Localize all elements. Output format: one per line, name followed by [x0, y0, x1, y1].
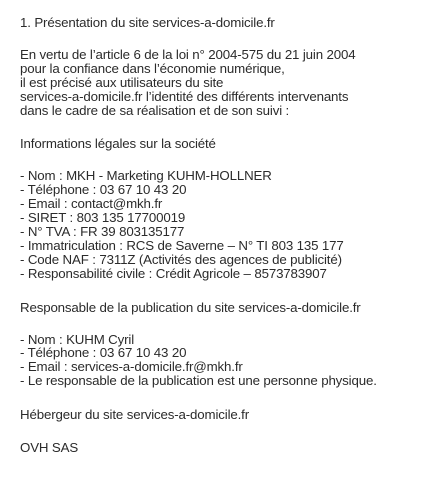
publisher-list — [20, 333, 427, 389]
spacer — [20, 316, 427, 333]
spacer — [20, 423, 427, 440]
legal-info-item: - Responsabilité civile : Crédit Agricole – 8573783907 — [20, 265, 327, 281]
spacer — [20, 281, 427, 300]
intro-line: pour la confiance dans l’économie numérique, — [20, 60, 285, 76]
legal-info-heading: Informations légales sur la société — [20, 136, 216, 152]
intro-line: services-a-domicile.fr l’identité des différents intervenants — [20, 88, 349, 104]
legal-info-item: - Code NAF : 7311Z (Activités des agences de publicité) — [20, 251, 342, 267]
publisher-item: - Nom : KUHM Cyril — [20, 331, 135, 347]
legal-info-item: - Nom : MKH - Marketing KUHM-HOLLNER — [20, 168, 272, 184]
publisher-item: - Le responsable de la publication est une personne physique. — [20, 373, 377, 389]
legal-info-item: - SIRET : 803 135 17700019 — [20, 210, 186, 226]
intro-paragraph — [20, 48, 427, 117]
intro-line: il est précisé aux utilisateurs du site — [20, 74, 224, 90]
intro-line: En vertu de l’article 6 de la loi n° 2004-575 du 21 juin 2004 — [20, 47, 356, 62]
host-heading: Hébergeur du site services-a-domicile.fr — [20, 407, 250, 423]
intro-line: dans le cadre de sa réalisation et de son suivi : — [20, 102, 290, 118]
spacer — [20, 117, 427, 136]
legal-info-item: - N° TVA : FR 39 803135177 — [20, 224, 185, 240]
legal-info-list — [20, 169, 427, 280]
spacer — [20, 152, 427, 169]
section-title: 1. Présentation du site services-a-domicile.fr — [20, 15, 275, 30]
legal-info-item: - Email : contact@mkh.fr — [20, 196, 163, 212]
host-name: OVH SAS — [20, 440, 79, 456]
legal-info-item: - Immatriculation : RCS de Saverne – N° TI 803 135 177 — [20, 237, 344, 253]
legal-info-item: - Téléphone : 03 67 10 43 20 — [20, 182, 187, 198]
publisher-item: - Email : services-a-domicile.fr@mkh.fr — [20, 359, 243, 375]
publisher-item: - Téléphone : 03 67 10 43 20 — [20, 345, 187, 361]
spacer — [20, 388, 427, 407]
spacer — [20, 31, 427, 48]
publisher-heading: Responsable de la publication du site services-a-domicile.fr — [20, 299, 361, 315]
